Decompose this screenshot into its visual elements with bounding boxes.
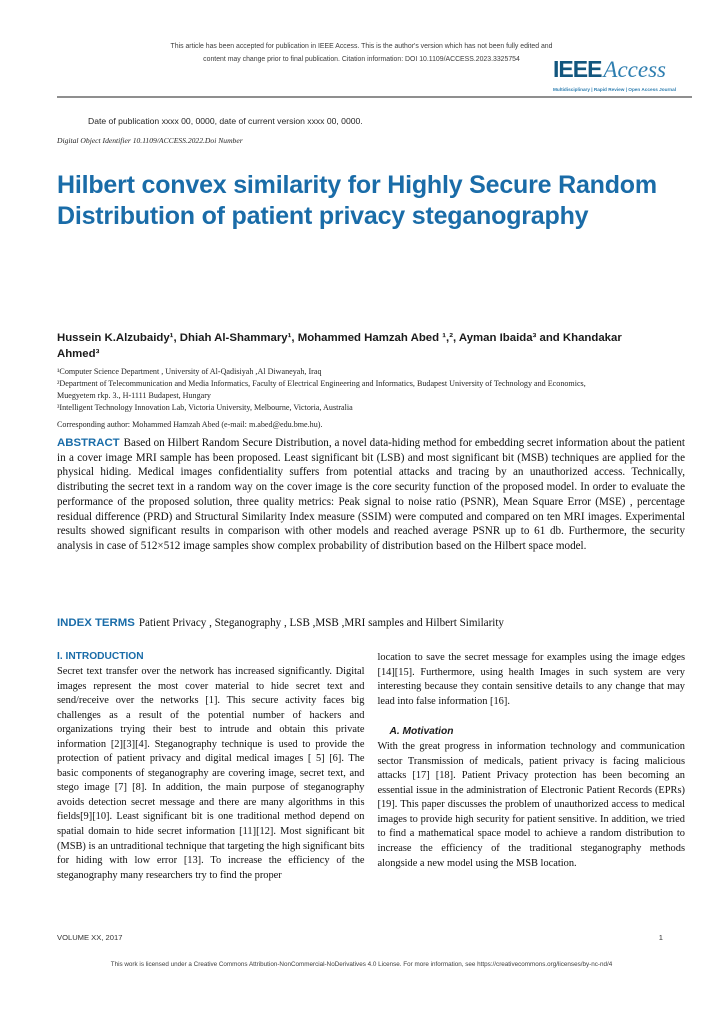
introduction-paragraph-col1: Secret text transfer over the network has increased significantly. Digital images represent the most cover material to hide secret text and send/receive over the networks [1]. This secure activity faces big challenges as a result of the potential number of hackers and organizations trying their best to intrude and obtain this private information [2][3][4]. Steganography technique is used to provide the protection of patient privacy and digital medical images [ 5] [6]. The basic components of steganography are covering image, secret text, and stego image [7] [8]. In addition, the main purpose of steganography avoids detection secret message and there are many algorithms in this fields[9][10]. Least significant bit is one traditional method depend on spatial domain to hide secret information [11][12]. Most significant bit (MSB) is an untraditional technique that targeting the high significant bits for hiding with low error [13]. To increase the efficiency of the steganography many researchers try to find the proper bbox=[57, 666, 365, 881]
introduction-paragraph-col2: location to save the secret message for examples using the image edges [14][15]. Furthermore, using health Images in such system are very interesting because they contain sensitive details to any change that may lead into false information [16]. bbox=[377, 652, 685, 707]
index-terms-paragraph bbox=[57, 616, 685, 631]
header-divider bbox=[57, 96, 692, 98]
footer-volume-label: VOLUME XX, 2017 bbox=[57, 933, 123, 942]
abstract-text: Based on Hilbert Random Secure Distribution, a novel data-hiding method for embedding secret information about the patient in a cover image MRI sample has been proposed. Least significant bit (LSB) and most significant bit (MSB) techniques are applied for the physical hiding. Medical images confidentiality suffers from potential attacks and tracing by an unauthorized access. Technically, distributing the secret text in a random way on the cover image is the core security function of the proposed model. In order to evaluate the performance of the proposed solution, three quality metrics: Peak signal to noise ratio (PSNR), Mean Square Error (MSE) , percentage residual difference (PRD) and Structural Similarity Index measure (SSIM) were computed and compared on ten MRI images. Experimental results showed significant results in comparison with other models and reached average PSNR up to 61 db. Furthermore, the security analysis in case of 512×512 image samples show complex probability of distribution based on the Hilbert space model. bbox=[57, 437, 685, 552]
disclaimer-line-2: content may change prior to final publication. Citation information: DOI 10.1109/ACCESS.2023.3325754 bbox=[203, 56, 520, 63]
access-logo-text: Access bbox=[603, 57, 666, 82]
footer-page-number: 1 bbox=[658, 933, 663, 942]
introduction-heading: I. INTRODUCTION bbox=[57, 651, 144, 662]
corresponding-author-line: Corresponding author: Mohammed Hamzah Abed (e-mail: m.abed@edu.bme.hu). bbox=[57, 420, 323, 429]
logo-tagline: Multidisciplinary | Rapid Review | Open Access Journal bbox=[553, 87, 677, 92]
ieee-logo-text: IEEE bbox=[553, 56, 602, 82]
affiliations-block bbox=[57, 366, 617, 414]
right-column bbox=[378, 651, 686, 883]
license-line: This work is licensed under a Creative Commons Attribution-NonCommercial-NoDerivatives 4.0 License. For more information, see https://creativecommons.org/licenses/by-nc-nd/4 bbox=[110, 961, 613, 968]
ieee-access-logo bbox=[553, 56, 693, 92]
disclaimer-line-1: This article has been accepted for publication in IEEE Access. This is the author's version which has not been fully edited and bbox=[170, 43, 553, 50]
ieee-access-wordmark bbox=[553, 56, 693, 86]
abstract-label: ABSTRACT bbox=[57, 437, 120, 449]
motivation-heading: A. Motivation bbox=[389, 726, 454, 738]
left-column bbox=[57, 651, 365, 883]
abstract-paragraph bbox=[57, 436, 685, 554]
index-terms-text: Patient Privacy , Steganography , LSB ,MSB ,MRI samples and Hilbert Similarity bbox=[138, 617, 504, 629]
two-column-body bbox=[57, 651, 685, 883]
affiliation-2: ²Department of Telecommunication and Media Informatics, Faculty of Electrical Engineering and Informatics, Budapest University of Technology and Economics, Muegyetem rkp. 3., H-1111 Budapest, Hungary bbox=[57, 379, 586, 400]
doi-line: Digital Object Identifier 10.1109/ACCESS.2022.Doi Number bbox=[57, 136, 243, 145]
affiliation-3: ³Intelligent Technology Innovation Lab, Victoria University, Melbourne, Victoria, Australia bbox=[57, 403, 353, 412]
affiliation-1: ¹Computer Science Department , University of Al-Qadisiyah ,Al Diwaneyah, Iraq bbox=[57, 367, 322, 376]
paper-title: Hilbert convex similarity for Highly Secure Random Distribution of patient privacy steganography bbox=[57, 171, 657, 230]
authors-line: Hussein K.Alzubaidy¹, Dhiah Al-Shammary¹, Mohammed Hamzah Abed ¹,², Ayman Ibaida³ and Khandakar Ahmed³ bbox=[57, 332, 622, 360]
motivation-paragraph: With the great progress in information technology and communication sector Transmission of medicals, patient privacy is facing malicious attacks [17] [18]. Patient Privacy protection has been becoming an essential issue in the administration of Electronic Patient Records (EPRs) [19]. This paper discusses the problem of unauthorized access to medical images to provide high security for patient sensitive. In addition, we tried to find a mathematical space model to achieve a random distribution to increase the efficiency of the traditional steganography methods alongside a new model using the MSB location. bbox=[377, 741, 685, 869]
index-terms-label: INDEX TERMS bbox=[57, 617, 135, 629]
publication-date-line: Date of publication xxxx 00, 0000, date of current version xxxx 00, 0000. bbox=[88, 116, 363, 126]
